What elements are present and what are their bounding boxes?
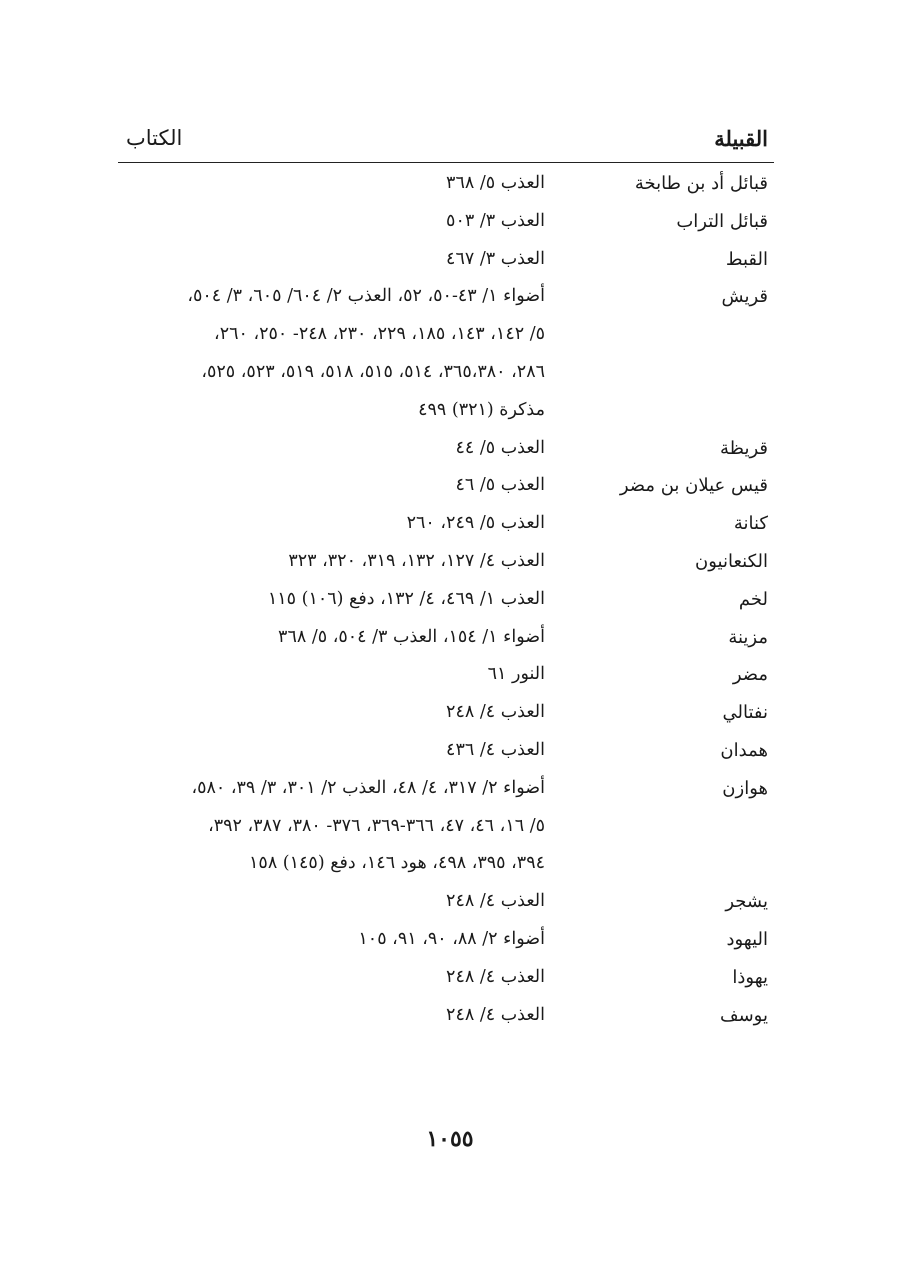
entry-line: [108, 619, 768, 657]
entry-line: [108, 883, 768, 921]
entry-line: [108, 203, 768, 241]
index-entry: [108, 656, 768, 694]
entry-line: [108, 505, 768, 543]
tribe-name: لخم: [738, 588, 768, 610]
entry-line: [108, 354, 768, 392]
entry-line: [108, 997, 768, 1035]
tribe-name: اليهود: [726, 928, 768, 950]
index-entry: [108, 430, 768, 468]
index-entry: [108, 241, 768, 279]
index-entry: [108, 467, 768, 505]
tribe-name: كنانة: [733, 513, 768, 535]
header-rule: [118, 162, 774, 163]
book-reference: أضواء ١/ ٤٣-٥٠، ٥٢، العذب ٢/ ٦٠٤/ ٦٠٥، ٣/ ٥٠٤،: [187, 286, 545, 307]
book-reference: العذب ٤/ ٤٣٦: [446, 739, 545, 760]
book-reference: أضواء ١/ ١٥٤، العذب ٣/ ٥٠٤، ٥/ ٣٦٨: [278, 626, 545, 647]
book-reference: العذب ٤/ ٢٤٨: [446, 702, 545, 723]
tribe-name: قريظة: [720, 437, 768, 459]
entry-line: [108, 845, 768, 883]
tribe-name: قريش: [721, 286, 768, 308]
book-reference: العذب ٥/ ٤٤: [455, 437, 545, 458]
tribe-name: مضر: [732, 664, 768, 686]
tribe-column-header: القبيلة: [714, 126, 768, 151]
book-reference: العذب ٤/ ٢٤٨: [446, 1004, 545, 1025]
tribe-name: قيس عيلان بن مضر: [619, 475, 768, 497]
book-reference: مذكرة (٣٢١) ٤٩٩: [418, 399, 545, 420]
book-reference: العذب ٤/ ١٢٧، ١٣٢، ٣١٩، ٣٢٠، ٣٢٣: [288, 550, 545, 571]
book-column-header: الكتاب: [126, 126, 183, 150]
book-reference: النور ٦١: [487, 664, 545, 685]
index-entry: [108, 694, 768, 732]
index-entry: [108, 543, 768, 581]
book-reference: ٥/ ١٦، ٤٦، ٤٧، ٣٦٦-٣٦٩، ٣٧٦- ٣٨٠، ٣٨٧، ٣٩٢،: [208, 815, 545, 836]
tribe-name: هوازن: [722, 777, 768, 799]
entry-line: [108, 467, 768, 505]
entry-line: [108, 656, 768, 694]
book-reference: العذب ١/ ٤٦٩، ٤/ ١٣٢، دفع (١٠٦) ١١٥: [267, 588, 545, 609]
index-entry: [108, 959, 768, 997]
index-entry: [108, 581, 768, 619]
book-reference: العذب ٤/ ٢٤٨: [446, 966, 545, 987]
entry-line: [108, 316, 768, 354]
tribe-name: قبائل التراب: [676, 210, 768, 232]
tribe-name: همدان: [720, 739, 768, 761]
book-reference: العذب ٥/ ٤٦: [455, 475, 545, 496]
index-entry: [108, 505, 768, 543]
index-entries: [108, 165, 768, 1034]
entry-line: [108, 165, 768, 203]
tribe-name: الكنعانيون: [695, 550, 768, 572]
entry-line: [108, 430, 768, 468]
book-reference: العذب ٥/ ٣٦٨: [446, 173, 545, 193]
book-reference: أضواء ٢/ ٣١٧، ٤/ ٤٨، العذب ٢/ ٣٠١، ٣/ ٣٩، ٥٨٠،: [191, 777, 545, 798]
tribe-name: يشجر: [725, 891, 768, 913]
entry-line: [108, 694, 768, 732]
book-reference: ٥/ ١٤٢، ١٤٣، ١٨٥، ٢٢٩، ٢٣٠، ٢٤٨- ٢٥٠، ٢٦٠،: [214, 324, 545, 345]
table-header: [126, 126, 768, 162]
tribe-name: يوسف: [719, 1004, 768, 1026]
index-entry: [108, 619, 768, 657]
tribe-name: قبائل أد بن طابخة: [634, 173, 768, 194]
entry-line: [108, 770, 768, 808]
index-entry: [108, 997, 768, 1035]
page-number: ١٠٥٥: [426, 1126, 474, 1152]
entry-line: [108, 543, 768, 581]
index-entry: [108, 165, 768, 203]
index-entry: [108, 921, 768, 959]
book-reference: ٢٨٦، ٣٦٥،٣٨٠، ٥١٤، ٥١٥، ٥١٨، ٥١٩، ٥٢٣، ٥٢٥،: [201, 361, 545, 382]
book-reference: العذب ٣/ ٥٠٣: [446, 210, 545, 231]
index-entry: [108, 770, 768, 883]
tribe-name: مزينة: [728, 626, 768, 648]
entry-line: [108, 732, 768, 770]
tribe-name: نفتالي: [722, 702, 768, 724]
index-entry: [108, 203, 768, 241]
book-reference: العذب ٣/ ٤٦٧: [446, 248, 545, 269]
entry-line: [108, 241, 768, 279]
index-entry: [108, 883, 768, 921]
book-reference: ٣٩٤، ٣٩٥، ٤٩٨، هود ١٤٦، دفع (١٤٥) ١٥٨: [249, 853, 545, 874]
book-reference: أضواء ٢/ ٨٨، ٩٠، ٩١، ١٠٥: [358, 928, 545, 949]
entry-line: [108, 959, 768, 997]
index-entry: [108, 278, 768, 429]
entry-line: [108, 278, 768, 316]
tribe-name: القبط: [725, 248, 768, 270]
book-reference: العذب ٥/ ٢٤٩، ٢٦٠: [406, 513, 545, 534]
entry-line: [108, 581, 768, 619]
entry-line: [108, 921, 768, 959]
index-entry: [108, 732, 768, 770]
tribe-name: يهوذا: [732, 966, 768, 988]
entry-line: [108, 808, 768, 846]
book-reference: العذب ٤/ ٢٤٨: [446, 891, 545, 912]
entry-line: [108, 392, 768, 430]
